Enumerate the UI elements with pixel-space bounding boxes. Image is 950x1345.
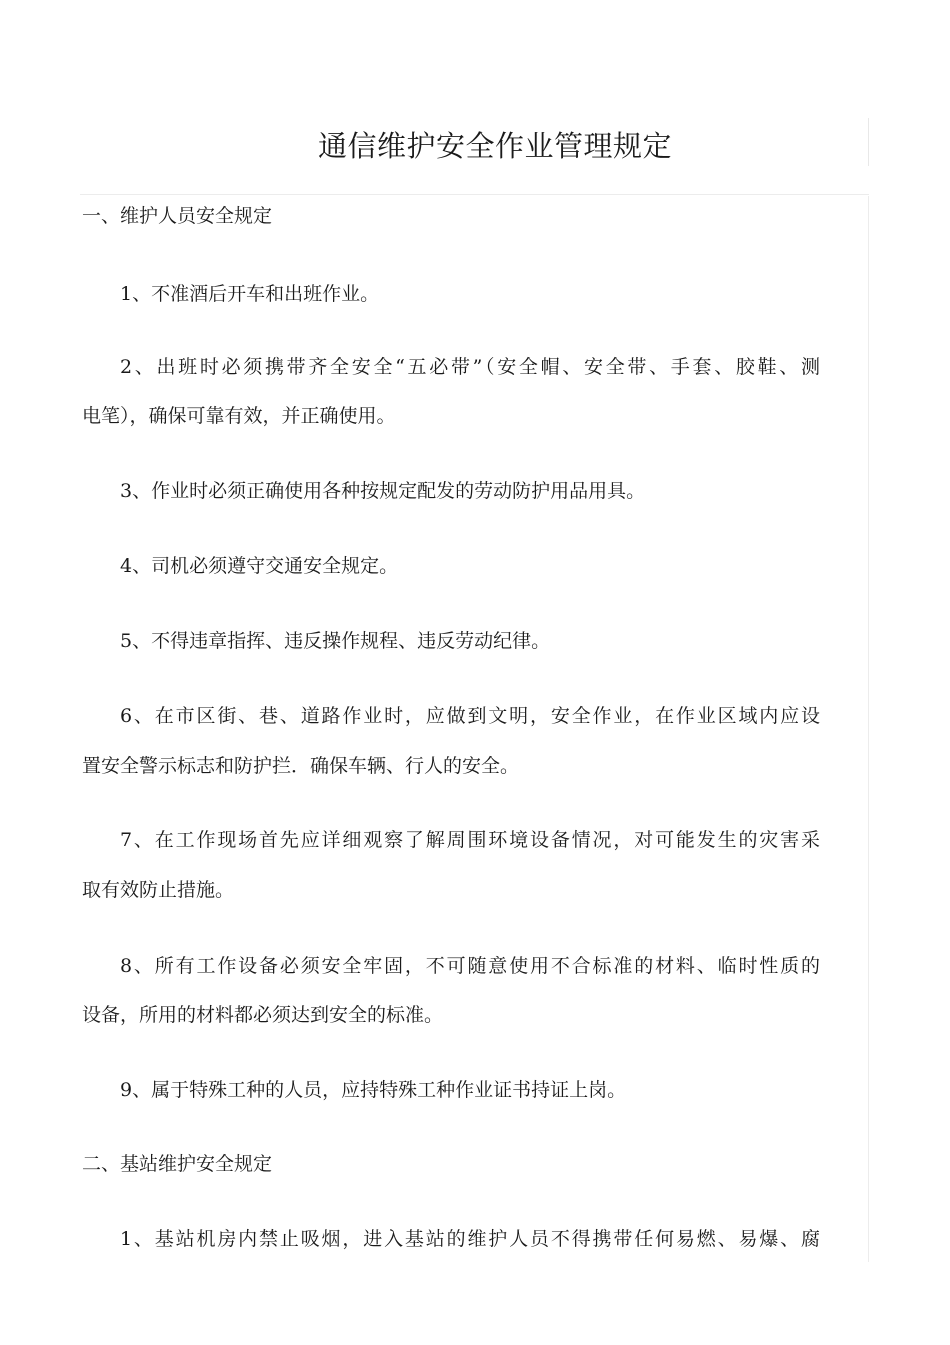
list-item-1-9: 9、属于特殊工种的人员，应持特殊工种作业证书持证上岗。: [120, 1079, 627, 1101]
section-heading-2: 二、基站维护安全规定: [82, 1153, 273, 1175]
list-item-1-4: 4、司机必须遵守交通安全规定。: [120, 555, 399, 577]
list-item-1-7-line-2: 取有效防止措施。: [82, 879, 235, 901]
list-item-1-6-line-1: 6、在市区街、巷、道路作业时，应做到文明，安全作业，在作业区域内应设: [120, 705, 820, 727]
list-item-1-5: 5、不得违章指挥、违反操作规程、违反劳动纪律。: [120, 630, 551, 652]
list-item-1-8-line-1: 8、所有工作设备必须安全牢固，不可随意使用不合标准的材料、临时性质的: [120, 955, 820, 977]
page-edge-rule-body: [868, 196, 869, 1262]
section-heading-1: 一、维护人员安全规定: [82, 205, 273, 227]
list-item-1-8-line-2: 设备，所用的材料都必须达到安全的标准。: [82, 1004, 444, 1026]
list-item-2-1-line-1: 1、基站机房内禁止吸烟，进入基站的维护人员不得携带任何易燃、易爆、腐: [120, 1228, 820, 1250]
header-divider: [80, 194, 869, 195]
page-title: 通信维护安全作业管理规定: [317, 129, 672, 163]
list-item-1-2-line-2: 电笔），确保可靠有效，并正确使用。: [82, 405, 396, 427]
list-item-1-2-line-1: 2、出班时必须携带齐全安全“五必带”（安全帽、安全带、手套、胶鞋、测: [120, 356, 820, 378]
list-item-1-3: 3、作业时必须正确使用各种按规定配发的劳动防护用品用具。: [120, 480, 646, 502]
list-item-1-6-line-2: 置安全警示标志和防护拦．确保车辆、行人的安全。: [82, 755, 520, 777]
list-item-1-1: 1、不准酒后开车和出班作业。: [120, 283, 380, 305]
list-item-1-7-line-1: 7、在工作现场首先应详细观察了解周围环境设备情况，对可能发生的灾害采: [120, 829, 820, 851]
